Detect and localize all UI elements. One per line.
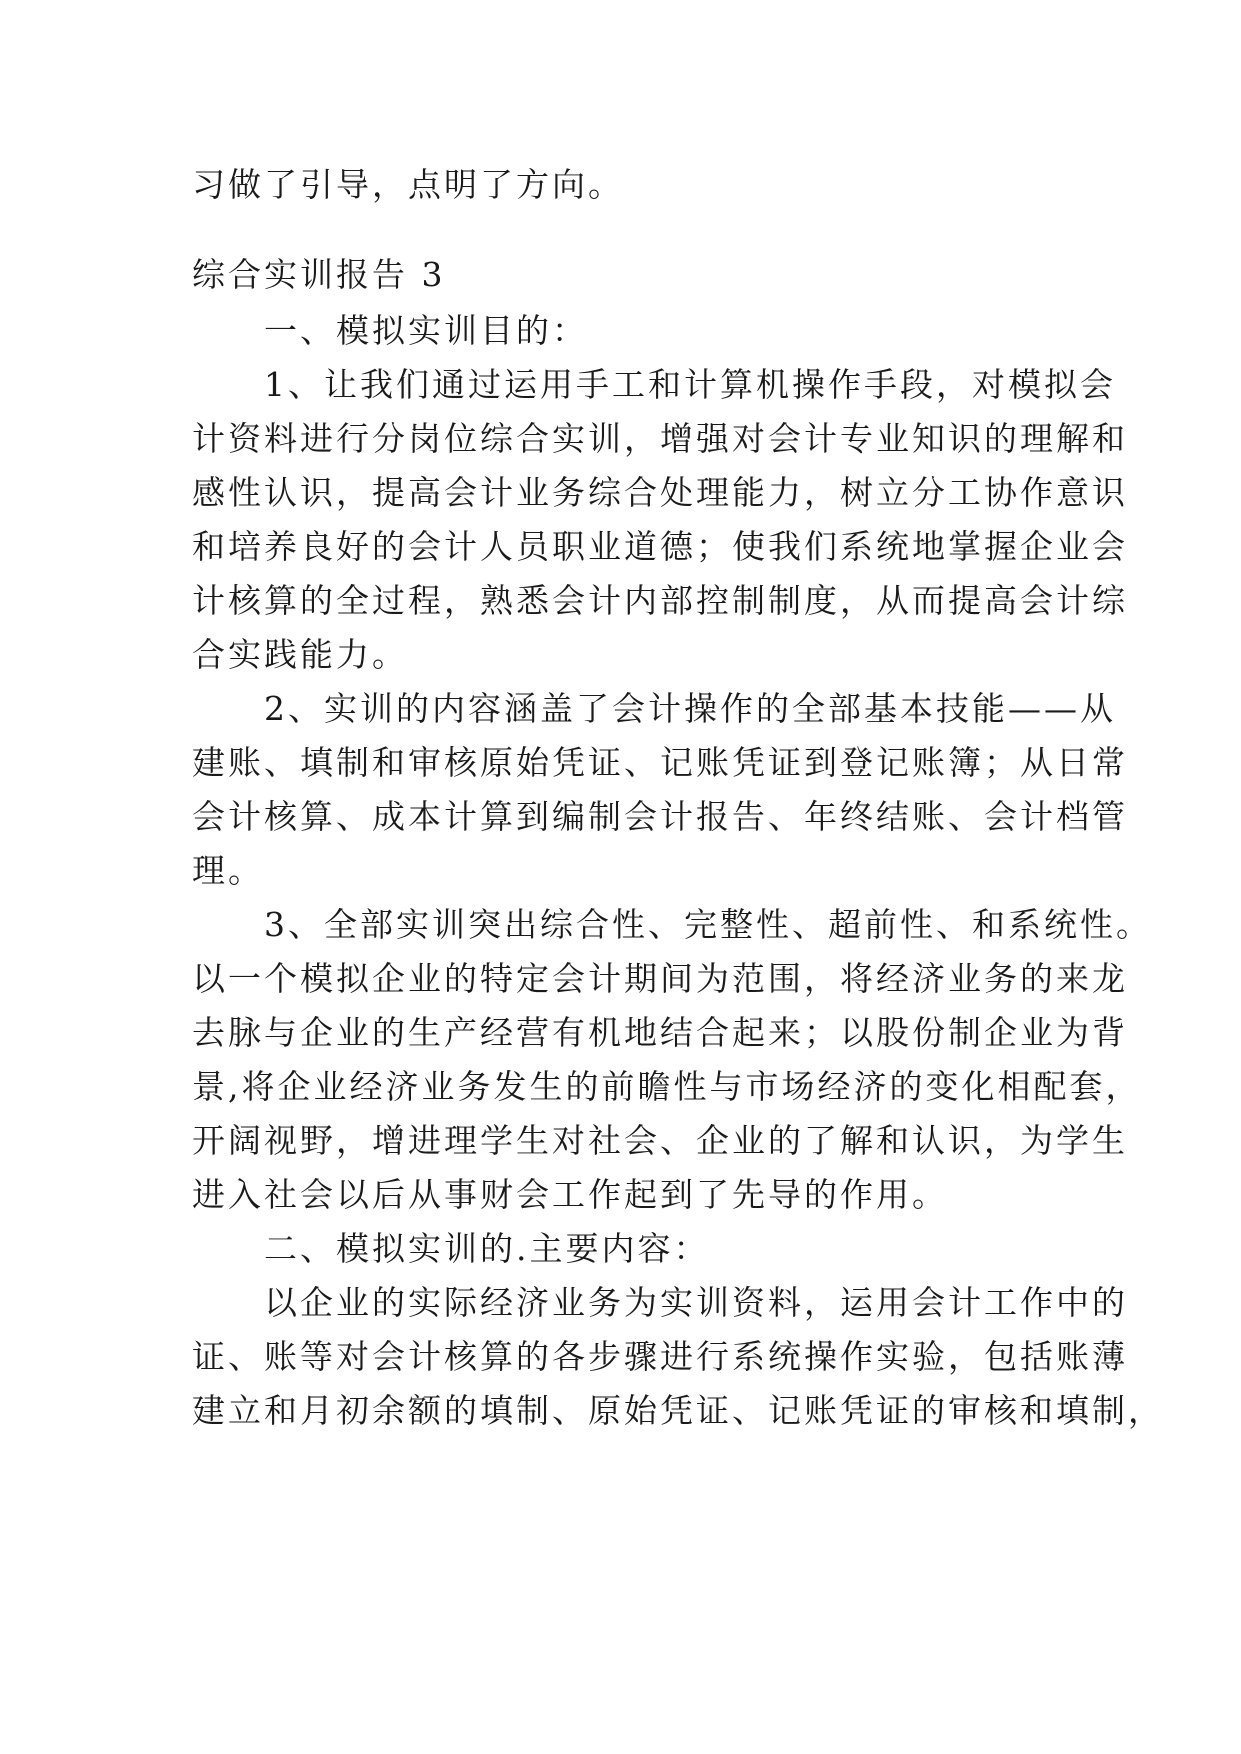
- text-line: 建立和月初余额的填制、原始凭证、记账凭证的审核和填制，: [192, 1391, 1164, 1430]
- section-heading: 综合实训报告 3: [192, 255, 446, 294]
- text-line: 感性认识，提高会计业务综合处理能力，树立分工协作意识: [192, 473, 1128, 512]
- text-line: 1、让我们通过运用手工和计算机操作手段，对模拟会: [192, 365, 1116, 404]
- text-line: 和培养良好的会计人员职业道德；使我们系统地掌握企业会: [192, 527, 1128, 566]
- text-line: 会计核算、成本计算到编制会计报告、年终结账、会计档管: [192, 797, 1128, 836]
- text-line: 以企业的实际经济业务为实训资料，运用会计工作中的: [192, 1283, 1128, 1322]
- text-line: 2、实训的内容涵盖了会计操作的全部基本技能——从: [192, 689, 1116, 728]
- text-line: 去脉与企业的生产经营有机地结合起来；以股份制企业为背: [192, 1013, 1128, 1052]
- text-line: 习做了引导，点明了方向。: [192, 165, 624, 204]
- text-line: 计核算的全过程，熟悉会计内部控制制度，从而提高会计综: [192, 581, 1128, 620]
- text-line: 以一个模拟企业的特定会计期间为范围，将经济业务的来龙: [192, 959, 1128, 998]
- text-line: 3、全部实训突出综合性、完整性、超前性、和系统性。: [192, 905, 1152, 944]
- text-line: 进入社会以后从事财会工作起到了先导的作用。: [192, 1175, 948, 1214]
- text-line: 开阔视野，增进理学生对社会、企业的了解和认识，为学生: [192, 1121, 1128, 1160]
- text-line: 景,将企业经济业务发生的前瞻性与市场经济的变化相配套，: [192, 1067, 1142, 1106]
- text-line: 计资料进行分岗位综合实训，增强对会计专业知识的理解和: [192, 419, 1128, 458]
- text-line: 理。: [192, 851, 264, 890]
- text-line: 一、模拟实训目的：: [192, 311, 588, 350]
- text-line: 证、账等对会计核算的各步骤进行系统操作实验，包括账薄: [192, 1337, 1128, 1376]
- text-line: 建账、填制和审核原始凭证、记账凭证到登记账簿；从日常: [192, 743, 1128, 782]
- text-line: 合实践能力。: [192, 635, 408, 674]
- text-line: 二、模拟实训的.主要内容：: [192, 1229, 710, 1268]
